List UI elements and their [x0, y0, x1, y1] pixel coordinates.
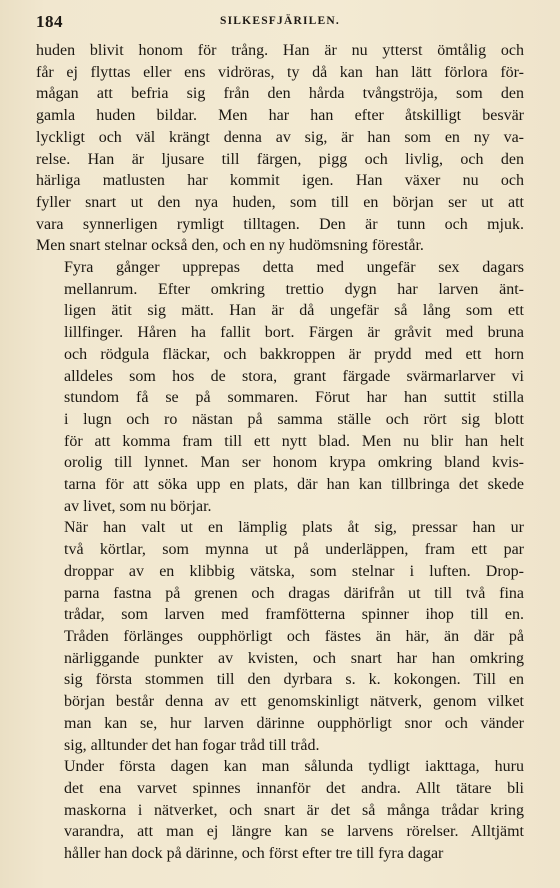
text-line: När han valt ut en lämplig plats åt sig, pressar han ur	[64, 519, 524, 537]
text-line: vara synnerligen rymligt tilltagen. Den är tunn och mjuk.	[36, 215, 524, 233]
text-line: Under första dagen kan man sålunda tydligt iakttaga, huru	[64, 758, 524, 776]
text-line: två körtlar, som mynna ut på underläppen, fram ett par	[64, 541, 524, 559]
text-line: mellanrum. Efter omkring trettio dygn har larven änt-	[64, 280, 524, 298]
paragraph	[36, 257, 524, 517]
text-line: alldeles som hos de stora, grant färgade svärmarlarver vi	[64, 367, 524, 385]
paragraph	[36, 756, 524, 865]
text-line: i lugn och ro nästan på samma ställe och rört sig blott	[64, 410, 524, 428]
text-line: droppar av en klibbig vätska, som stelnar i luften. Drop-	[64, 562, 524, 580]
text-line: trådar, som larven med framfötterna spinner ihop till en.	[64, 606, 524, 624]
paragraph	[36, 40, 524, 257]
text-line: början består denna av ett genomskinligt nätverk, genom vilket	[64, 693, 524, 711]
text-line: för att komma fram till ett nytt blad. Men nu blir han helt	[64, 432, 524, 450]
running-head: SILKESFJÄRILEN.	[220, 15, 340, 27]
text-line: Men snart stelnar också den, och en ny hudömsning förestår.	[36, 237, 424, 255]
text-line: av livet, som nu börjar.	[64, 497, 212, 515]
text-line: härliga matlusten har kommit igen. Han växer nu och	[36, 172, 524, 190]
text-line: mågan att befria sig från den hårda tvångströja, som den	[36, 85, 524, 103]
text-line: Fyra gånger upprepas detta med ungefär sex dagars	[64, 259, 524, 277]
text-line: ligen ätit sig mätt. Han är då ungefär så lång som ett	[64, 302, 524, 320]
text-line: det ena varvet spinnes innanför det andra. Allt tätare bli	[64, 779, 524, 797]
text-line: lillfinger. Håren ha fallit bort. Färgen är gråvit med bruna	[64, 324, 524, 342]
text-line: tarna för att söka upp en plats, där han kan tillbringa det skede	[64, 476, 524, 494]
text-line: lyckligt och väl krängt denna av sig, är han som en ny va-	[36, 128, 524, 146]
text-line: orolig till lynnet. Man ser honom krypa omkring bland kvis-	[64, 454, 524, 472]
text-line: relse. Han är ljusare till färgen, pigg och livlig, och den	[36, 150, 524, 168]
text-line: fyller snart ut den nya huden, som till en början ser ut att	[36, 193, 524, 211]
paragraph	[36, 517, 524, 756]
text-line: sig, alltunder det han fogar tråd till tråd.	[64, 736, 320, 754]
text-line: maskorna i nätverket, och snart är det så många trådar kring	[64, 801, 524, 819]
text-line: stundom få se på sommaren. Förut har han suttit stilla	[64, 389, 524, 407]
text-line: varandra, att man ej längre kan se larvens rörelser. Alltjämt	[64, 823, 524, 841]
page-number: 184	[36, 12, 63, 31]
text-line: parna fastna på grenen och dragas därifrån ut till två fina	[64, 584, 524, 602]
text-line: Tråden förlänges oupphörligt och fästes än här, än där på	[64, 627, 524, 645]
text-line: får ej flyttas eller ens vidröras, ty då kan han lätt förlora för-	[36, 63, 524, 81]
text-line: gamla huden bildar. Men har han efter åtskilligt besvär	[36, 107, 524, 125]
text-line: närliggande punkter av kvisten, och snart har han omkring	[64, 649, 524, 667]
text-line: sig första stommen till den dyrbara s. k. kokongen. Till en	[64, 671, 524, 689]
text-line: och rödgula fläckar, och bakkroppen är prydd med ett horn	[64, 345, 524, 363]
page-header	[36, 12, 524, 38]
body-text	[36, 40, 524, 865]
text-line: håller han dock på därinne, och först efter tre till fyra dagar	[64, 845, 444, 863]
text-line: man kan se, hur larven därinne oupphörligt snor och vänder	[64, 714, 524, 732]
text-line: huden blivit honom för trång. Han är nu ytterst ömtålig och	[36, 42, 524, 59]
